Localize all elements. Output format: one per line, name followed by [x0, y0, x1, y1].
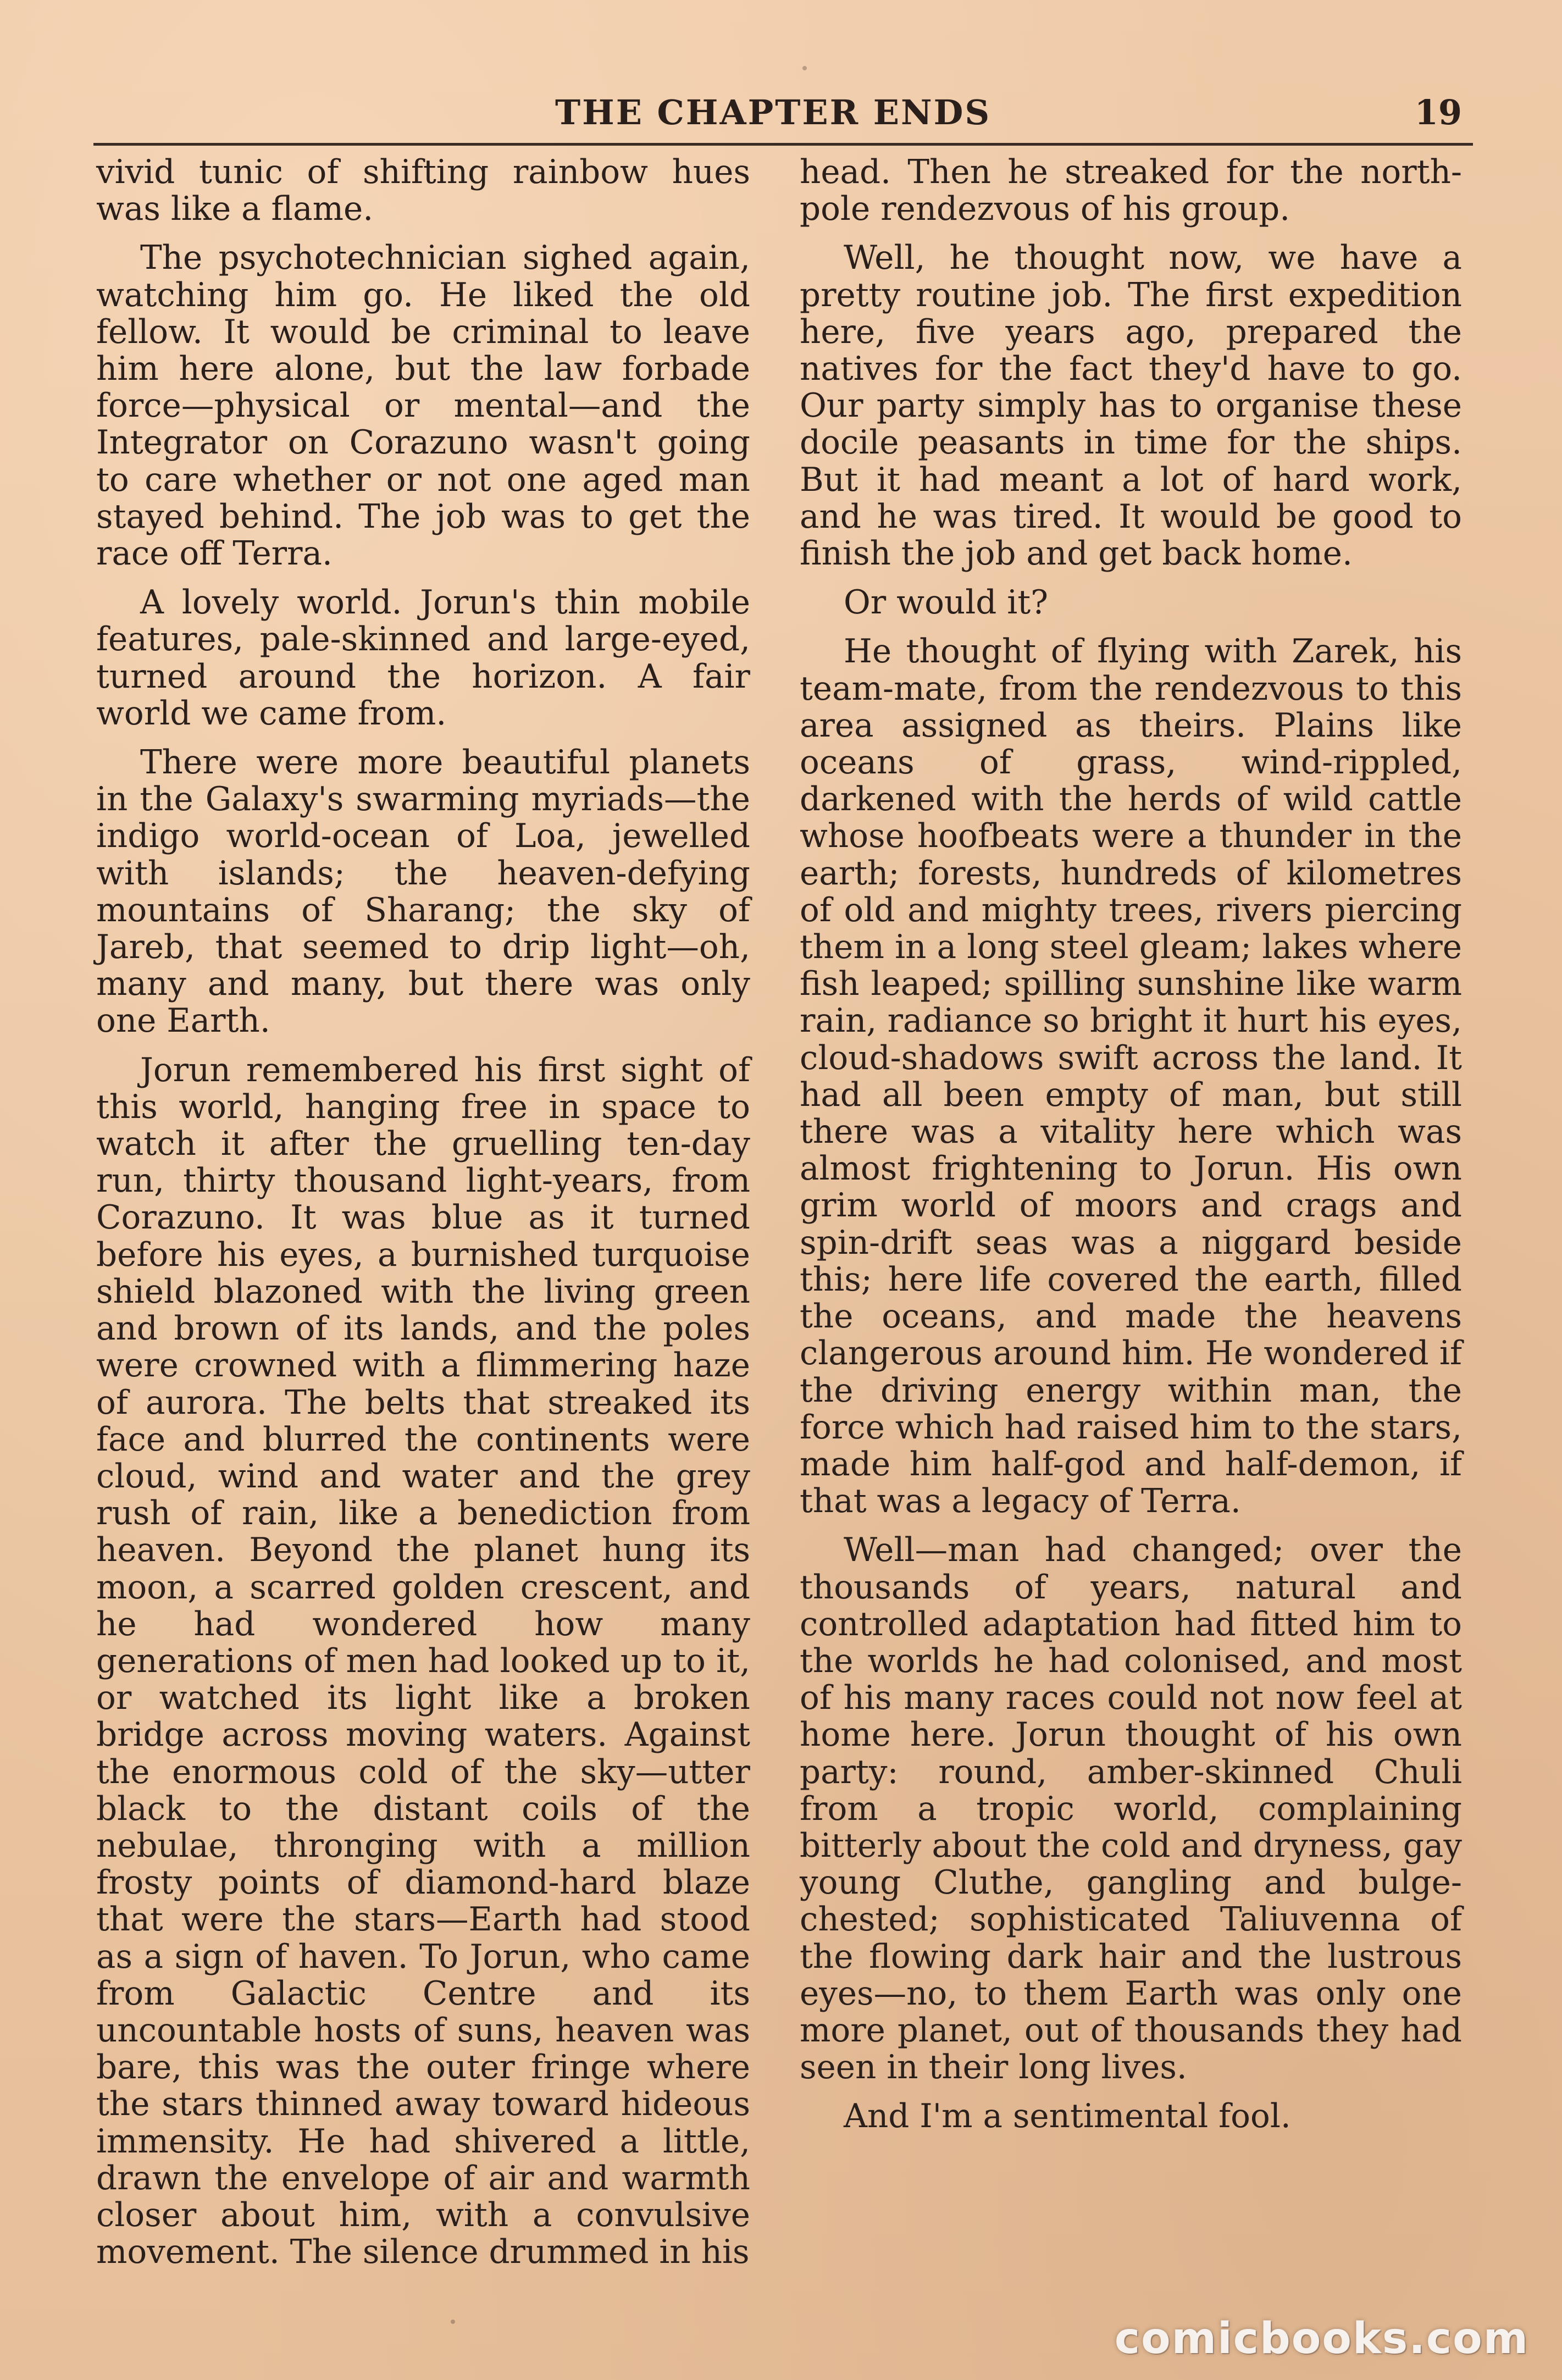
paper-speck	[802, 66, 807, 70]
paragraph: And I'm a sentimental fool.	[844, 2097, 1291, 2136]
paragraph: He thought of flying with Zarek, his team-mate, from the rendezvous to this area assigned as theirs. Plains like oceans of grass, wind-rippled, darkened with the herds of wild cattle whose hoofbeats were a thunder in the earth; forests, hundreds of kilometres of old and mighty trees, rivers piercing them in a long steel gleam; lakes where fish leaped; spilling sunshine like warm rain, radiance so bright it hurt his eyes, cloud-shadows swift across the land. It had all been empty of man, but still there was a vitality here which was almost frightening to Jorun. His own grim world of moors and crags and spin-drift seas was a niggard beside this; here life covered the earth, filled the oceans, and made the heavens clangerous around him. He wondered if the driving energy within man, the force which had raised him to the stars, made him half-god and half-demon, if that was a legacy of Terra.	[800, 633, 1462, 1521]
paragraph: vivid tunic of shifting rainbow hues was like a flame.	[96, 153, 750, 229]
page-number: 19	[1414, 92, 1462, 132]
paragraph: Well, he thought now, we have a pretty routine job. The first expedition here, five years ago, prepared the natives for the fact they'd have to go. Our party simply has to organise these docile peasants in time for the ships. But it had meant a lot of hard work, and he was tired. It would be good to finish the job and get back home.	[800, 239, 1462, 573]
watermark: comicbooks.com	[1114, 2314, 1529, 2364]
running-header	[93, 82, 1473, 146]
paragraph: A lovely world. Jorun's thin mobile features, pale-skinned and large-eyed, turned around the horizon. A fair world we came from.	[96, 584, 750, 733]
paragraph: Jorun remembered his first sight of this world, hanging free in space to watch it after the gruelling ten-day run, thirty thousand light-years, from Corazuno. It was blue as it turned before his eyes, a burnished turquoise shield blazoned with the living green and brown of its lands, and the poles were crowned with a flimmering haze of aurora. The belts that streaked its face and blurred the continents were cloud, wind and water and the grey rush of rain, like a benediction from heaven. Beyond the planet hung its moon, a scarred golden crescent, and he had wondered how many generations of men had looked up to it, or watched its light like a broken bridge across moving waters. Against the enormous cold of the sky—utter black to the distant coils of the nebulae, thronging with a million frosty points of diamond-hard blaze that were the stars—Earth had stood as a sign of haven. To Jorun, who came from Galactic Centre and its uncountable hosts of suns, heaven was bare, this was the outer fringe where the stars thinned away toward hideous immensity. He had shivered a little, drawn the envelope of air and warmth closer about him, with a convulsive movement. The silence drummed in his	[96, 1051, 750, 2272]
paper-speck	[451, 2320, 455, 2324]
chapter-title: THE CHAPTER ENDS	[555, 92, 992, 132]
paragraph: head. Then he streaked for the north-pole rendezvous of his group.	[800, 153, 1462, 229]
paragraph: Or would it?	[844, 584, 1049, 622]
left-column	[96, 154, 750, 2283]
paragraph: There were more beautiful planets in the Galaxy's swarming myriads—the indigo world-ocean of Loa, jewelled with islands; the heaven-defying mountains of Sharang; the sky of Jareb, that seemed to drip light—oh, many and many, but there was only one Earth.	[96, 744, 750, 1040]
right-column	[800, 154, 1462, 2147]
paragraph: The psychotechnician sighed again, watching him go. He liked the old fellow. It would be criminal to leave him here alone, but the law forbade force—physical or mental—and the Integrator on Corazuno wasn't going to care whether or not one aged man stayed behind. The job was to get the race off Terra.	[96, 239, 750, 573]
paragraph: Well—man had changed; over the thousands of years, natural and controlled adaptation had fitted him to the worlds he had colonised, and most of his many races could not now feel at home here. Jorun thought of his own party: round, amber-skinned Chuli from a tropic world, complaining bitterly about the cold and dryness, gay young Cluthe, gangling and bulge-chested; sophisticated Taliuvenna of the flowing dark hair and the lustrous eyes—no, to them Earth was only one more planet, out of thousands they had seen in their long lives.	[800, 1531, 1462, 2087]
